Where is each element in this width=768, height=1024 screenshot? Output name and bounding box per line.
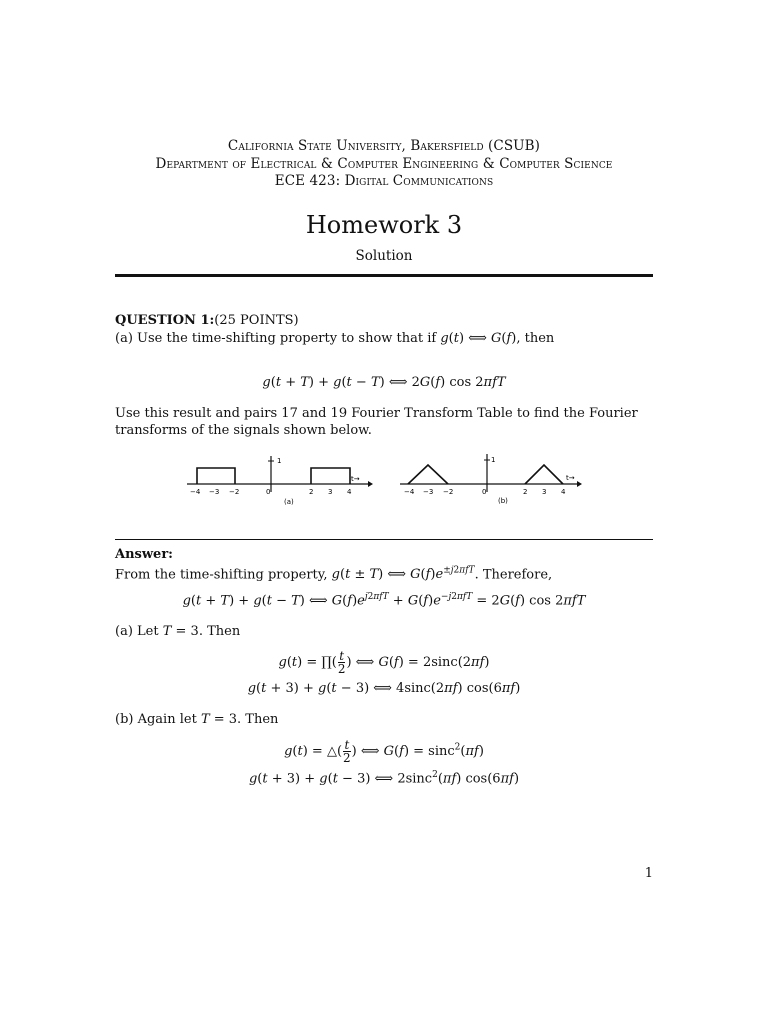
- title-rule: [115, 274, 653, 277]
- answer-part-a-label: (a) Let T = 3. Then: [115, 624, 241, 639]
- plot-b-tick: −4: [404, 488, 415, 496]
- plot-b: [400, 454, 582, 505]
- question-points: (25 POINTS): [214, 313, 299, 328]
- department-name: Department of Electrical & Computer Engineering & Computer Science: [155, 156, 613, 172]
- answer-label: Answer:: [115, 547, 173, 562]
- plot-b-triangle-right: [525, 465, 563, 484]
- plot-b-tick: 4: [561, 488, 566, 496]
- part-a-intro: (a) Use the time-shifting property to show that if: [115, 331, 437, 346]
- plot-b-tick: 3: [542, 488, 547, 496]
- question-label: QUESTION 1:: [115, 313, 215, 328]
- question-instructions: Use this result and pairs 17 and 19 Fourier Transform Table to find the Fourier transforms of the signals shown below.: [115, 406, 638, 438]
- page-number: 1: [644, 866, 653, 881]
- plot-b-tick: −2: [443, 488, 454, 496]
- part-a-pair: g(t) ⟺ G(f): [440, 331, 517, 346]
- plot-a-amp-label: 1: [277, 457, 282, 465]
- plot-a-tick: −4: [190, 488, 201, 496]
- plot-a-t-arrow: [368, 481, 373, 487]
- plot-a-tick: 2: [309, 488, 314, 496]
- answer-rule: [115, 539, 653, 540]
- plot-b-triangle-left: [408, 465, 448, 484]
- document-title: Homework 3: [305, 211, 463, 239]
- plot-a-tick: −3: [209, 488, 220, 496]
- answer-part-b-eq2: g(t + 3) + g(t − 3) ⟺ 2sinc$^2$(πf) cos(6πf): [248, 770, 520, 787]
- plot-a-tick: 4: [347, 488, 352, 496]
- question-equation: g(t + T) + g(t − T) ⟺ 2G(f) cos 2πfT: [262, 375, 506, 390]
- question-heading: [115, 312, 655, 329]
- plot-a-tick: 0: [266, 488, 271, 496]
- plot-a: [187, 456, 373, 506]
- answer-part-b-eq1: g(t) = △( $\frac{t}{2}$ ) ⟺ G(f) = sinc$^2$(πf): [284, 738, 484, 765]
- answer-part-a-eq1: g(t) = ∏( $\frac{t}{2}$ ) ⟺ G(f) = 2sinc(2πf): [278, 649, 490, 676]
- answer-part-b-label: (b) Again let T = 3. Then: [115, 712, 279, 727]
- plot-b-caption: (b): [498, 497, 508, 505]
- plot-a-tick: −2: [229, 488, 240, 496]
- plot-a-rect-left: [197, 468, 235, 484]
- plot-b-tick: 2: [523, 488, 528, 496]
- part-a-then: , then: [516, 331, 555, 346]
- course-name: ECE 423: Digital Communications: [274, 173, 494, 189]
- question-part-a: [115, 330, 655, 347]
- answer-intro: [115, 563, 655, 583]
- plot-a-caption: (a): [284, 498, 294, 506]
- answer-intro-prefix: From the time-shifting property,: [115, 567, 328, 583]
- plot-b-amp-label: 1: [491, 456, 496, 464]
- answer-part-a-eq2: g(t + 3) + g(t − 3) ⟺ 4sinc(2πf) cos(6πf): [247, 681, 521, 696]
- university-name: California State University, Bakersfield (CSUB): [227, 138, 541, 154]
- plot-a-t-label: t→: [351, 475, 360, 483]
- plot-b-t-label: t→: [566, 474, 575, 482]
- signal-figure: [185, 450, 585, 512]
- answer-intro-equation: g(t ± T) ⟺ $G(f)e^{\pm j2\pi fT}$: [331, 566, 475, 583]
- answer-main-equation: g(t + T) + g(t − T) ⟺ $G(f)e^{j2\pi fT} + G(f)e^{-j2\pi fT} = 2G(f)$ cos 2πfT: [182, 592, 586, 609]
- plot-a-tick: 3: [328, 488, 333, 496]
- plot-b-tick: 0: [482, 488, 487, 496]
- plot-b-t-arrow: [577, 481, 582, 487]
- plot-a-rect-right: [311, 468, 350, 484]
- answer-intro-suffix: . Therefore,: [474, 567, 553, 583]
- plot-b-tick: −3: [423, 488, 434, 496]
- document-subtitle: Solution: [355, 248, 413, 264]
